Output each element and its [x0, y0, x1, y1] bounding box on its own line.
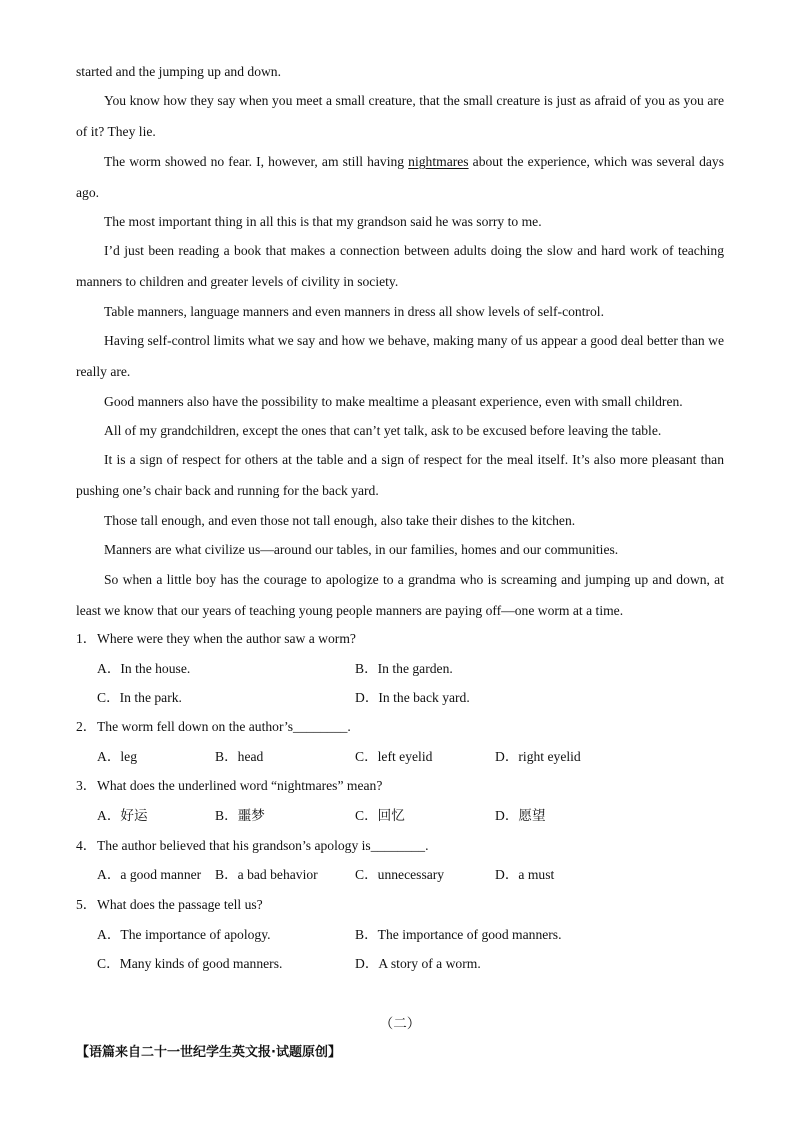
passage-paragraph-1: You know how they say when you meet a small creature, that the small creature is just as afraid of you as you are of it? They lie. — [76, 93, 724, 139]
option-b[interactable]: B．In the garden. — [355, 661, 453, 676]
question-1-options — [97, 659, 724, 679]
question-text: Where were they when the author saw a worm? — [97, 631, 356, 646]
underlined-word-nightmares: nightmares — [408, 154, 469, 169]
question-5-options — [97, 925, 724, 945]
option-a[interactable]: A．The importance of apology. — [97, 927, 271, 942]
question-2-options — [97, 747, 724, 767]
question-2 — [76, 717, 724, 737]
option-c[interactable]: C．回忆 — [355, 808, 405, 823]
section-label: （二） — [379, 1016, 421, 1031]
passage-paragraph-9: It is a sign of respect for others at the table and a sign of respect for the meal itself. It’s also more pleasant than pushing one’s chair back and running for the back yard. — [76, 452, 724, 498]
option-b[interactable]: B．The importance of good manners. — [355, 927, 562, 942]
option-b[interactable]: B．a bad behavior — [215, 867, 318, 882]
question-1 — [76, 629, 724, 649]
passage-paragraph-11: Manners are what civilize us—around our tables, in our families, homes and our communities. — [104, 542, 619, 557]
question-text: What does the passage tell us? — [97, 897, 263, 912]
option-c[interactable]: C．left eyelid — [355, 749, 433, 764]
question-5 — [76, 895, 724, 915]
option-c[interactable]: C．In the park. — [97, 690, 182, 705]
passage-paragraph-2-start: The worm showed no fear. I, however, am still having — [104, 154, 409, 169]
passage-paragraph-2 — [76, 146, 724, 208]
option-a[interactable]: A．好运 — [97, 808, 148, 823]
passage-paragraph-3: The most important thing in all this is that my grandson said he was sorry to me. — [104, 214, 542, 229]
option-d[interactable]: D．right eyelid — [495, 749, 581, 764]
question-number: 2． — [76, 719, 97, 734]
option-b[interactable]: B．head — [215, 749, 264, 764]
passage-paragraph-7: Good manners also have the possibility to make mealtime a pleasant experience, even with small children. — [104, 394, 683, 409]
question-number: 4． — [76, 838, 97, 853]
option-a[interactable]: A．In the house. — [97, 661, 191, 676]
option-d[interactable]: D．In the back yard. — [355, 690, 470, 705]
question-4 — [76, 836, 724, 856]
option-c[interactable]: C．Many kinds of good manners. — [97, 956, 283, 971]
passage-paragraph-8: All of my grandchildren, except the ones that can’t yet talk, ask to be excused before leaving the table. — [104, 423, 662, 438]
passage-paragraph-6: Having self-control limits what we say and how we behave, making many of us appear a good deal better than we really are. — [76, 333, 724, 379]
source-label: 【语篇来自二十一世纪学生英文报·试题原创】 — [76, 1045, 341, 1060]
question-number: 3． — [76, 778, 97, 793]
option-b[interactable]: B．噩梦 — [215, 808, 265, 823]
question-1-options-row-2 — [97, 688, 724, 708]
question-3 — [76, 776, 724, 796]
passage-paragraph-10: Those tall enough, and even those not tall enough, also take their dishes to the kitchen. — [104, 513, 576, 528]
question-text: The worm fell down on the author’s________. — [97, 719, 351, 734]
option-c[interactable]: C．unnecessary — [355, 867, 445, 882]
passage-paragraph-2-end: about the experience, which was several days ago. — [76, 154, 724, 200]
option-d[interactable]: D．愿望 — [495, 808, 546, 823]
passage-paragraph-5: Table manners, language manners and even manners in dress all show levels of self-control. — [104, 304, 604, 319]
option-a[interactable]: A．a good manner — [97, 867, 202, 882]
passage-paragraph-4: I’d just been reading a book that makes a connection between adults doing the slow and hard work of teaching manners to children and greater levels of civility in society. — [76, 243, 724, 289]
option-d[interactable]: D．a must — [495, 867, 555, 882]
question-4-options — [97, 865, 724, 885]
option-a[interactable]: A．leg — [97, 749, 138, 764]
passage-paragraph-0: started and the jumping up and down. — [76, 64, 282, 79]
question-3-options — [97, 806, 724, 826]
passage-paragraph-12: So when a little boy has the courage to apologize to a grandma who is screaming and jumping up and down, at least we know that our years of teaching young people manners are paying off—one worm at a time. — [76, 572, 724, 618]
question-number: 5． — [76, 897, 97, 912]
question-text: The author believed that his grandson’s apology is________. — [97, 838, 429, 853]
question-number: 1． — [76, 631, 97, 646]
option-d[interactable]: D．A story of a worm. — [355, 956, 481, 971]
question-5-options-row-2 — [97, 954, 724, 974]
question-text: What does the underlined word “nightmares” mean? — [97, 778, 383, 793]
